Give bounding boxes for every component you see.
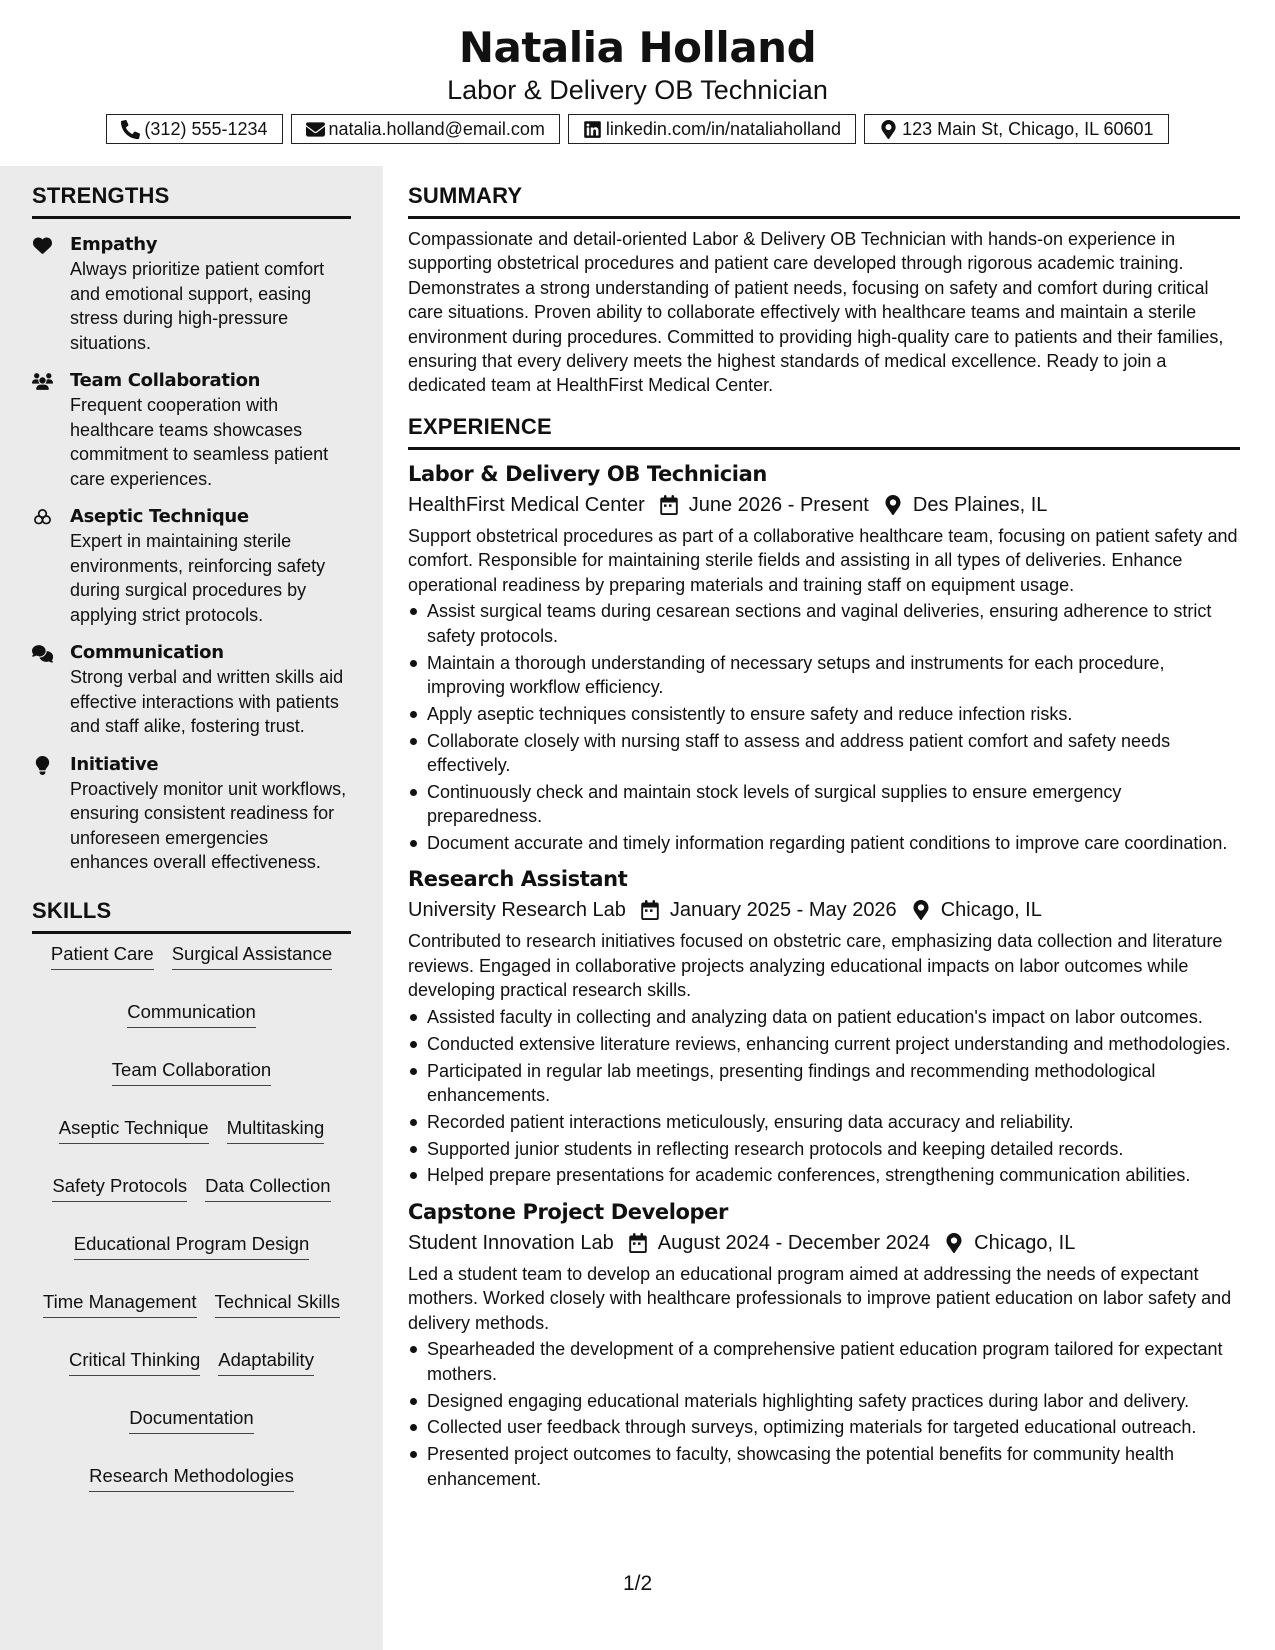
strength-item: [32, 233, 351, 355]
map-marker-icon: [879, 120, 898, 139]
job-entry: [408, 1198, 1240, 1491]
job-company: University Research Lab: [408, 899, 626, 922]
job-description: Led a student team to develop an educational program aimed at addressing the needs of expectant mothers. Worked closely with healthcare professionals to improve patient education on labor safety and delivery methods.: [408, 1263, 1232, 1333]
job-bullet: Collected user feedback through surveys, optimizing materials for targeted educational outreach.: [408, 1415, 1240, 1439]
comments-icon: [32, 644, 53, 663]
strength-desc: Always prioritize patient comfort and emotional support, easing stress during high-pressure situations.: [70, 259, 325, 353]
strength-desc: Strong verbal and written skills aid effective interactions with patients and staff alike, fostering trust.: [70, 667, 344, 736]
calendar-icon: [659, 495, 679, 515]
job-title: Research Assistant: [408, 867, 628, 892]
job-bullet: Apply aseptic techniques consistently to ensure safety and reduce infection risks.: [408, 702, 1240, 726]
job-bullet: Presented project outcomes to faculty, showcasing the potential benefits for community health enhancement.: [408, 1442, 1240, 1491]
experience-heading: EXPERIENCE: [408, 413, 1240, 450]
skill-tag: Team Collaboration: [112, 1058, 271, 1086]
strength-name: Initiative: [70, 753, 159, 775]
skill-tag: Safety Protocols: [52, 1174, 187, 1202]
calendar-icon: [628, 1233, 648, 1253]
summary-text: Compassionate and detail-oriented Labor & Delivery OB Technician with hands-on experience in supporting obstetrical procedures and patient care developed through rigorous academic training. Demonstrates a strong understanding of patient needs, focusing on safety and comfort during critical care situations. Proven ability to collaborate effectively with healthcare teams and maintain a sterile environment during procedures. Committed to providing high-quality care to patients and their families, ensuring that every delivery meets the highest standards of medical excellence. Ready to join a dedicated team at HealthFirst Medical Center.: [408, 229, 1224, 396]
skill-tag: Adaptability: [218, 1348, 314, 1376]
skills-heading: SKILLS: [32, 897, 351, 934]
job-title: Labor & Delivery OB Technician: [408, 461, 767, 486]
email-text: natalia.holland@email.com: [328, 118, 545, 139]
job-bullet: Conducted extensive literature reviews, enhancing current project understanding and methodologies.: [408, 1032, 1240, 1056]
skill-tag: Data Collection: [205, 1174, 330, 1202]
skill-tag: Communication: [127, 1000, 256, 1028]
sidebar: [0, 166, 383, 1650]
job-dates: January 2025 - May 2026: [669, 899, 897, 922]
strength-desc: Frequent cooperation with healthcare teams showcases commitment to seamless patient care experiences.: [70, 395, 329, 489]
skill-tag: Surgical Assistance: [172, 942, 332, 970]
job-bullet: Continuously check and maintain stock levels of surgical supplies to ensure emergency preparedness.: [408, 780, 1240, 829]
job-bullet: Assisted faculty in collecting and analyzing data on patient education's impact on labor outcomes.: [408, 1005, 1240, 1029]
contact-bar: [0, 114, 1275, 144]
job-title: Capstone Project Developer: [408, 1199, 728, 1224]
map-marker-icon: [944, 1233, 964, 1253]
strength-name: Communication: [70, 642, 224, 663]
job-meta: [408, 1229, 1240, 1257]
summary-heading: SUMMARY: [408, 182, 1240, 219]
strength-item: [32, 641, 351, 739]
job-bullet: Recorded patient interactions meticulously, ensuring data accuracy and reliability.: [408, 1110, 1240, 1134]
contact-phone[interactable]: [106, 114, 282, 144]
job-bullet: Assist surgical teams during cesarean sections and vaginal deliveries, ensuring adherence to strict safety protocols.: [408, 599, 1240, 648]
job-location: Des Plaines, IL: [912, 493, 1048, 516]
skill-tag: Patient Care: [51, 942, 154, 970]
candidate-name: Natalia Holland: [458, 23, 817, 72]
candidate-title: Labor & Delivery OB Technician: [447, 75, 828, 105]
map-marker-icon: [883, 495, 903, 515]
envelope-icon: [306, 120, 325, 139]
contact-address[interactable]: [864, 114, 1169, 144]
contact-linkedin[interactable]: [568, 114, 856, 144]
strength-item: [32, 369, 351, 491]
map-marker-icon: [911, 900, 931, 920]
strength-name: Team Collaboration: [70, 370, 261, 391]
job-description: Contributed to research initiatives focused on obstetric care, emphasizing data collection and literature reviews. Engaged in collaborative projects analyzing educational impacts on labor outcomes while developing practical research skills.: [408, 931, 1223, 1001]
calendar-icon: [640, 900, 660, 920]
strength-name: Aseptic Technique: [70, 506, 249, 527]
skill-tag: Aseptic Technique: [59, 1116, 209, 1144]
skill-tag: Time Management: [43, 1290, 197, 1318]
job-location: Chicago, IL: [940, 899, 1042, 922]
job-company: Student Innovation Lab: [408, 1231, 614, 1254]
skill-tag: Research Methodologies: [89, 1464, 294, 1492]
job-bullets: [408, 599, 1240, 855]
job-bullets: [408, 1005, 1240, 1188]
skill-tag: Multitasking: [227, 1116, 325, 1144]
skills-list: [32, 942, 351, 1492]
linkedin-text: linkedin.com/in/nataliaholland: [605, 118, 842, 139]
job-bullets: [408, 1337, 1240, 1491]
strength-desc: Expert in maintaining sterile environments, reinforcing safety during surgical procedures by applying strict protocols.: [70, 531, 326, 625]
strength-item: [32, 505, 351, 627]
job-bullet: Participated in regular lab meetings, presenting findings and recommending methodological enhancements.: [408, 1059, 1240, 1108]
job-bullet: Maintain a thorough understanding of necessary setups and instruments for each procedure, improving workflow efficiency.: [408, 651, 1240, 700]
phone-text: (312) 555-1234: [144, 118, 268, 139]
job-entry: [408, 865, 1240, 1187]
skill-tag: Educational Program Design: [74, 1232, 310, 1260]
skill-tag: Critical Thinking: [69, 1348, 200, 1376]
job-bullet: Spearheaded the development of a comprehensive patient education program tailored for expectant mothers.: [408, 1337, 1240, 1386]
linkedin-icon: [583, 120, 602, 139]
job-meta: [408, 491, 1240, 519]
biohazard-icon: [32, 508, 53, 527]
contact-email[interactable]: [291, 114, 560, 144]
job-meta: [408, 896, 1240, 924]
job-bullet: Supported junior students in reflecting research protocols and keeping detailed records.: [408, 1137, 1240, 1161]
job-bullet: Collaborate closely with nursing staff to assess and address patient comfort and safety needs effectively.: [408, 729, 1240, 778]
strength-name: Empathy: [70, 234, 158, 255]
resume-header: [0, 0, 1275, 166]
heart-icon: [32, 236, 53, 255]
strength-item: [32, 753, 351, 875]
page-number: 1/2: [623, 1572, 653, 1595]
strength-desc: Proactively monitor unit workflows, ensuring consistent readiness for unforeseen emergencies enhances overall effectiveness.: [70, 778, 347, 872]
phone-icon: [121, 120, 140, 139]
job-entry: [408, 460, 1240, 856]
strengths-heading: STRENGTHS: [32, 182, 351, 219]
skill-tag: Technical Skills: [215, 1290, 340, 1318]
job-dates: August 2024 - December 2024: [657, 1231, 931, 1254]
skill-tag: Documentation: [129, 1406, 253, 1434]
job-dates: June 2026 - Present: [688, 493, 869, 516]
main-column: [408, 182, 1240, 1491]
lightbulb-icon: [32, 756, 53, 775]
job-company: HealthFirst Medical Center: [408, 493, 645, 516]
address-text: 123 Main St, Chicago, IL 60601: [902, 118, 1154, 139]
users-icon: [32, 372, 53, 391]
job-bullet: Designed engaging educational materials highlighting safety practices during labor and delivery.: [408, 1389, 1240, 1413]
job-bullet: Helped prepare presentations for academic conferences, strengthening communication abilities.: [408, 1163, 1240, 1187]
job-bullet: Document accurate and timely information regarding patient conditions to improve care coordination.: [408, 831, 1240, 855]
job-description: Support obstetrical procedures as part of a collaborative healthcare team, focusing on patient safety and comfort. Responsible for maintaining sterile fields and assisting in all types of deliveries. Enhance operational readiness by preparing materials and training staff on equipment usage.: [408, 525, 1238, 595]
job-location: Chicago, IL: [974, 1231, 1076, 1254]
